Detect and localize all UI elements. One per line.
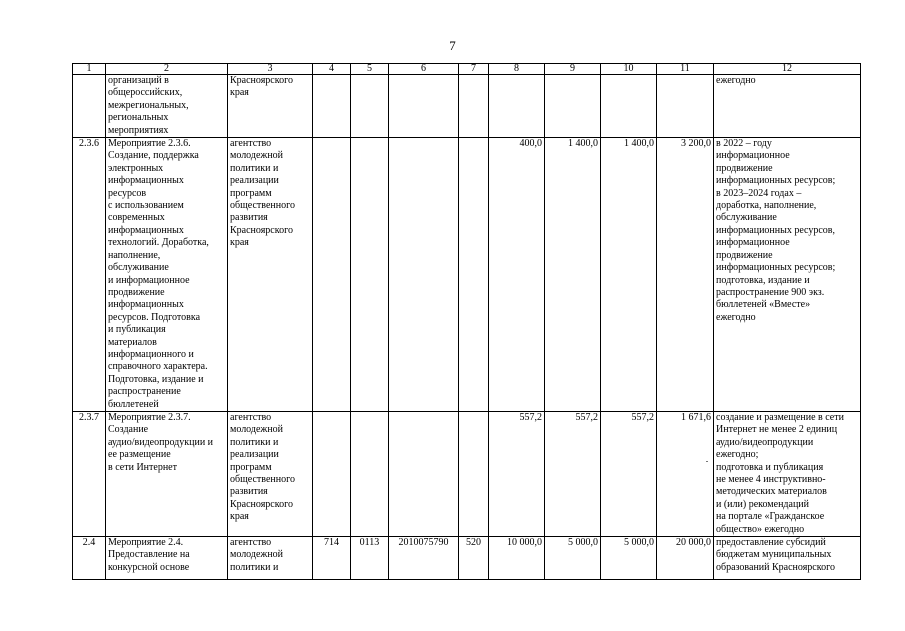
amount-year-3: 5 000,0 xyxy=(601,537,657,580)
amount-year-1 xyxy=(489,75,545,138)
header-cell: 10 xyxy=(601,64,657,75)
executor: Красноярского края xyxy=(228,75,313,138)
amount-year-1: 400,0 xyxy=(489,138,545,412)
table-row xyxy=(73,537,861,580)
row-number: 2.3.6 xyxy=(73,138,106,412)
target-code xyxy=(389,75,459,138)
amount-year-2: 5 000,0 xyxy=(545,537,601,580)
header-cell: 3 xyxy=(228,64,313,75)
expense-type xyxy=(459,75,489,138)
executor: агентство молодежной политики и xyxy=(228,537,313,580)
amount-year-3: 557,2 xyxy=(601,411,657,536)
expense-type xyxy=(459,138,489,412)
row-number xyxy=(73,75,106,138)
header-row xyxy=(73,64,861,75)
header-cell: 9 xyxy=(545,64,601,75)
header-cell: 8 xyxy=(489,64,545,75)
header-cell: 12 xyxy=(714,64,861,75)
row-number: 2.3.7 xyxy=(73,411,106,536)
header-cell: 4 xyxy=(313,64,351,75)
table-row xyxy=(73,138,861,412)
target-code xyxy=(389,411,459,536)
page-number: 7 xyxy=(449,38,456,53)
amount-year-3 xyxy=(601,75,657,138)
activity-name: Мероприятие 2.3.7. Создание аудио/видеопродукции и ее размещение в сети Интернет xyxy=(106,411,228,536)
amount-year-3: 1 400,0 xyxy=(601,138,657,412)
grbs-code xyxy=(313,138,351,412)
target-code: 2010075790 xyxy=(389,537,459,580)
amount-total: 3 200,0 xyxy=(657,138,714,412)
header-cell: 1 xyxy=(73,64,106,75)
expected-result: ежегодно xyxy=(714,75,861,138)
section-code xyxy=(351,138,389,412)
row-number: 2.4 xyxy=(73,537,106,580)
target-code xyxy=(389,138,459,412)
amount-total: 20 000,0 xyxy=(657,537,714,580)
budget-table xyxy=(72,63,861,580)
expected-result: создание и размещение в сети Интернет не менее 2 единиц аудио/видеопродукции ежегодно; подготовка и публикация не менее 4 инструктивно- методических материалов и (или) рекомендаций на портале «Гражданское общество» ежегодно xyxy=(714,411,861,536)
activity-name: Мероприятие 2.4. Предоставление на конкурсной основе xyxy=(106,537,228,580)
expected-result: предоставление субсидий бюджетам муниципальных образований Красноярского xyxy=(714,537,861,580)
amount-total: 1 671,6 xyxy=(657,411,714,536)
header-cell: 11 xyxy=(657,64,714,75)
amount-year-1: 557,2 xyxy=(489,411,545,536)
expected-result: в 2022 – году информационное продвижение информационных ресурсов; в 2023–2024 годах – доработка, наполнение, обслуживание информационных ресурсов, информационное продвижение информационных ресурсов; подготовка, издание и распространение 900 экз. бюллетеней «Вместе» ежегодно xyxy=(714,138,861,412)
activity-name: Мероприятие 2.3.6. Создание, поддержка электронных информационных ресурсов с использованием современных информационных технологий. Доработка, наполнение, обслуживание и информационное продвижение информационных ресурсов. Подготовка и публикация материалов информационного и справочного характера. Подготовка, издание и распространение бюллетеней xyxy=(106,138,228,412)
scan-artifact xyxy=(706,461,708,462)
expense-type: 520 xyxy=(459,537,489,580)
header-cell: 7 xyxy=(459,64,489,75)
amount-year-2: 557,2 xyxy=(545,411,601,536)
amount-year-2: 1 400,0 xyxy=(545,138,601,412)
executor: агентство молодежной политики и реализации программ общественного развития Красноярского края xyxy=(228,138,313,412)
section-code: 0113 xyxy=(351,537,389,580)
table-row xyxy=(73,411,861,536)
expense-type xyxy=(459,411,489,536)
header-cell: 5 xyxy=(351,64,389,75)
amount-year-2 xyxy=(545,75,601,138)
header-cell: 6 xyxy=(389,64,459,75)
amount-total xyxy=(657,75,714,138)
grbs-code: 714 xyxy=(313,537,351,580)
activity-name: организаций в общероссийских, межрегиональных, региональных мероприятиях xyxy=(106,75,228,138)
grbs-code xyxy=(313,411,351,536)
amount-year-1: 10 000,0 xyxy=(489,537,545,580)
section-code xyxy=(351,75,389,138)
table-row xyxy=(73,75,861,138)
section-code xyxy=(351,411,389,536)
header-cell: 2 xyxy=(106,64,228,75)
executor: агентство молодежной политики и реализации программ общественного развития Красноярского края xyxy=(228,411,313,536)
grbs-code xyxy=(313,75,351,138)
